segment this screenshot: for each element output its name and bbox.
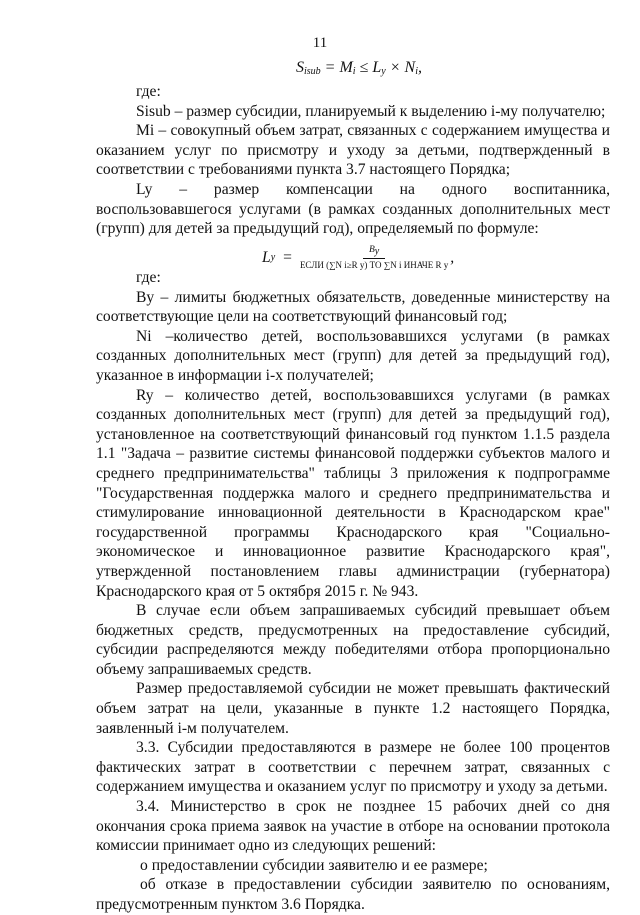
formula-subscript: i	[352, 66, 356, 77]
fraction-numerator: $B_y$	[363, 244, 385, 259]
definition-mi: Mi – совокупный объем затрат, связанных с содержанием имущества и оказанием услуг по присмотру и уходу за детьми, подтвержденный в соответствии с требованиями пункта 3.7 настоящего Порядка;	[96, 122, 610, 179]
definitions-block-1	[96, 82, 610, 239]
fraction-denominator: ЕСЛИ (∑N i≥R y) ТО ∑N i ИНАЧЕ R y	[299, 260, 449, 270]
formula-subscript: y	[270, 252, 276, 264]
paragraph-distribution: В случае если объем запрашиваемых субсидий превышает объем бюджетных средств, предусмотренных на предоставление субсидий, субсидии распределяются между победителями отбора пропорционально объему запрашиваемых средств.	[96, 602, 610, 678]
where-label: где:	[136, 83, 161, 100]
paragraph-max-amount: Размер предоставляемой субсидии не может превышать фактический объем затрат на цели, указанные в пункте 1.2 настоящего Порядка, заявленный i-м получателем.	[96, 680, 610, 737]
formula-symbol: × N	[385, 59, 416, 76]
formula-equals: =	[283, 249, 292, 267]
where-label: где:	[136, 269, 161, 286]
formula-symbol: = M	[324, 59, 353, 76]
formula-symbol: ≤ L	[355, 59, 382, 76]
definition-ly: Ly – размер компенсации на одного воспитанника, воспользовавшегося услугами (в рамках созданных дополнительных мест (групп) для детей за предыдущий год), определяемый по формуле:	[96, 180, 610, 238]
clause-3-3: 3.3. Субсидии предоставляются в размере не более 100 процентов фактических затрат в соответствии с перечнем затрат, связанных с содержанием имущества и оказанием услуг по присмотру и уходу за детьми.	[96, 739, 610, 796]
clause-3-4: 3.4. Министерство в срок не позднее 15 рабочих дней со дня окончания срока приема заявок на участие в отборе на основании протокола комиссии принимает одно из следующих решений:	[96, 798, 610, 855]
formula-subscript: i	[415, 66, 418, 77]
definition-sisub: Sisub – размер субсидии, планируемый к выделению i-му получателю;	[136, 102, 606, 120]
definition-by: By – лимиты бюджетных обязательств, доведенные министерству на соответствующие цели на соответствующий финансовый год;	[96, 288, 610, 326]
subsidy-formula	[296, 58, 422, 82]
formula-symbol: S	[296, 59, 304, 76]
formula-symbol: L	[262, 249, 271, 267]
definition-ni: Ni –количество детей, воспользовавшихся услугами (в рамках созданных дополнительных мест (групп) для детей за предыдущий год), указанное в информации i-х получателей;	[96, 327, 610, 384]
formula-symbol: ,	[417, 59, 422, 76]
formula-subscript: isub	[304, 66, 321, 77]
formula-symbol: ,	[450, 249, 455, 267]
page-number: 11	[312, 35, 328, 51]
definition-ry: Ry – количество детей, воспользовавшихся услугами (в рамках созданных дополнительных мест (групп) для детей за предыдущий год), установленное на соответствующий финансовый год пунктом 1.1.5 раздела 1.1 "Задача – развитие системы финансовой поддержки субъектов малого и среднего предпринимательства" таблицы 3 приложения к подпрограмме "Государственная поддержка малого и среднего предпринимательства и стимулирование инновационной деятельности в Краснодарском крае" государственной программы Краснодарского края "Социально-экономическое и инновационное развитие Краснодарского края", утвержденной постановлением главы администрации (губернатора) Краснодарского края от 5 октября 2015 г. № 943.	[96, 386, 610, 600]
definitions-block-2	[96, 268, 610, 915]
decision-refuse: об отказе в предоставлении субсидии заявителю по основаниям, предусмотренным пунктом 3.6 Порядка.	[96, 876, 610, 913]
formula-subscript: y	[381, 66, 386, 77]
decision-grant: о предоставлении субсидии заявителю и ее размере;	[140, 856, 488, 874]
